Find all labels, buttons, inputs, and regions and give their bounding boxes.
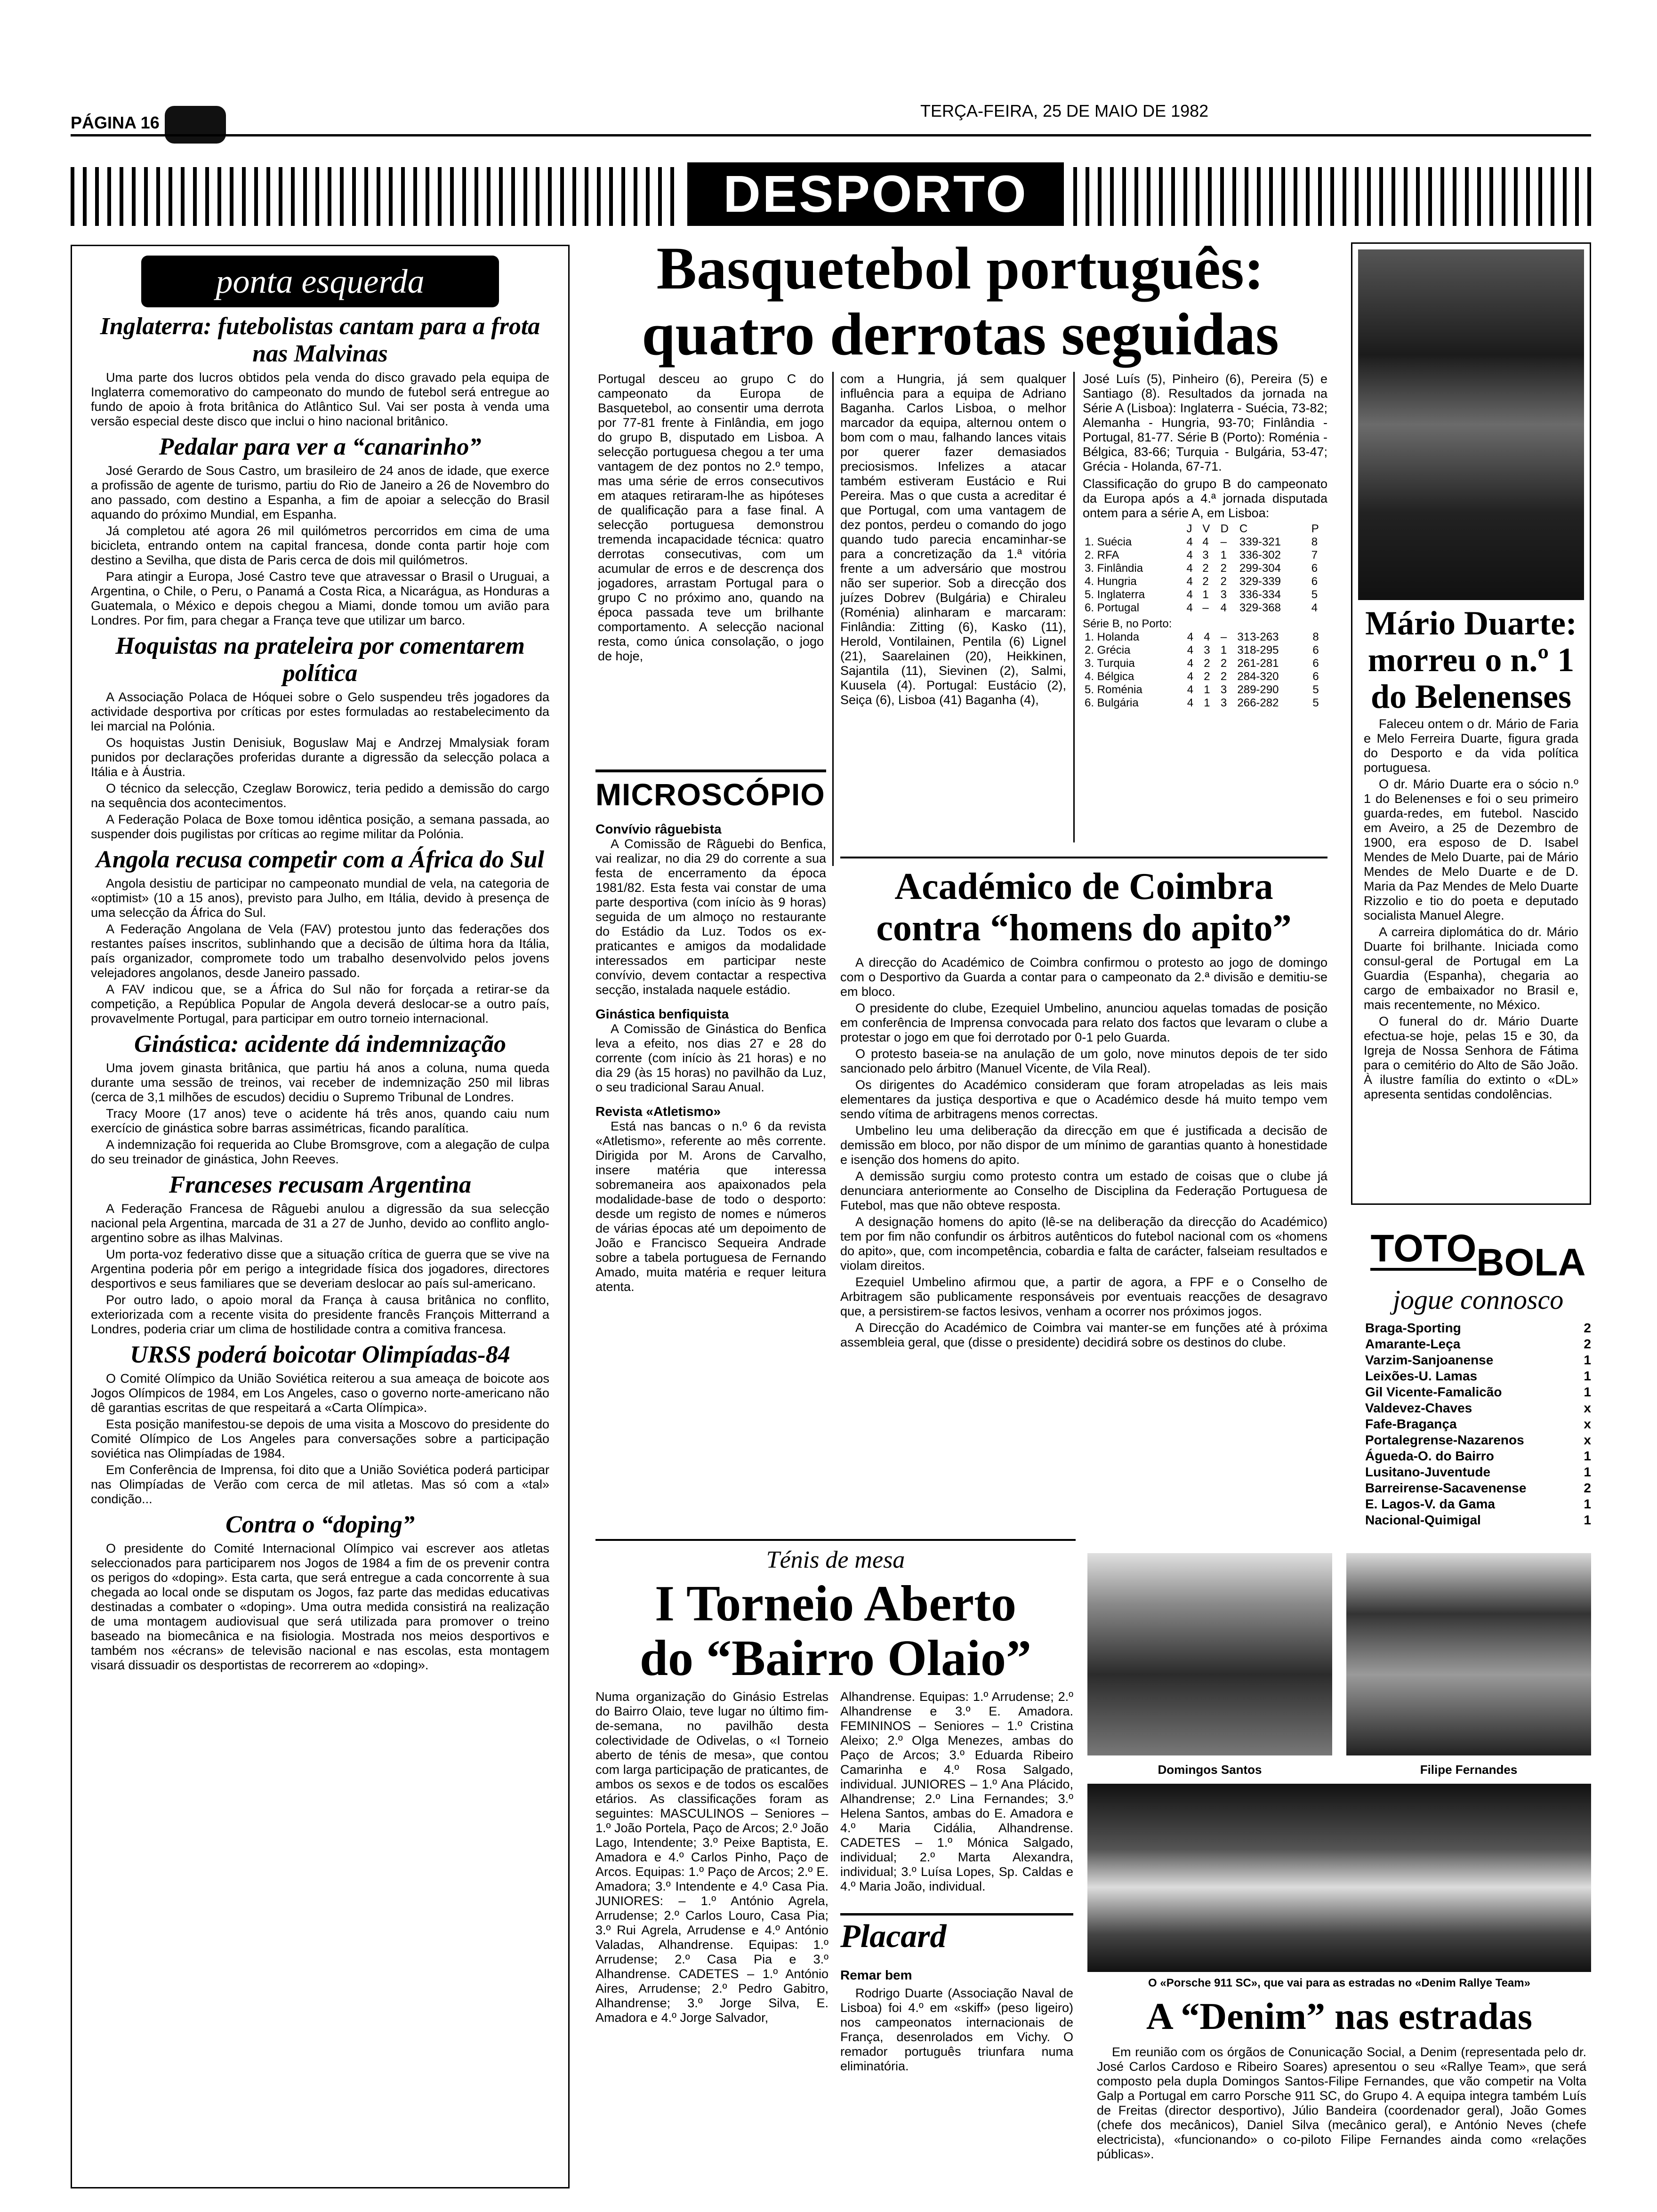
caption-domingos: Domingos Santos xyxy=(1158,1763,1262,1777)
photo-filipe xyxy=(1346,1553,1591,1755)
denim-headline: A “Denim” nas estradas xyxy=(1146,1996,1533,2037)
table-cell: 289-290 xyxy=(1237,683,1279,696)
ponta-esquerda-column xyxy=(71,245,570,2188)
table-cell: 313-263 xyxy=(1237,631,1279,643)
table-row xyxy=(1083,657,1327,670)
table-cell: 1. Suécia xyxy=(1085,536,1132,548)
table-cell: 2 xyxy=(1220,575,1227,588)
table-cell: 4 xyxy=(1204,631,1210,643)
toto-pick: 1 xyxy=(1584,1465,1591,1479)
academico-paragraph: A designação homens do apito (lê-se na deliberação da direcção do Académico) tem por fim não confundir os árbitros autênticos do futebol nacional com os «homens do apito», que, com incompetência, cobardia e falta de carácter, falseiam resultados e violam direitos. xyxy=(840,1215,1327,1273)
table-cell: 3 xyxy=(1220,588,1227,601)
placard-subhead: Remar bem xyxy=(840,1968,912,1982)
academico-top-rule xyxy=(840,857,1327,858)
ponta-paragraph: Para atingir a Europa, José Castro teve que atravessar o Brasil o Uruguai, a Argentina, o Chile, o Peru, o Panamá a Costa Rica, a Nicarágua, as Honduras a Guatemala, o México e depois chegou a Miami, donde tomou um avião para Londres. Por fim, para chegar a França teve que utilizar um barco. xyxy=(91,569,549,627)
duarte-title-line: Mário Duarte: xyxy=(1365,604,1577,642)
table-cell: 1 xyxy=(1204,683,1210,696)
table-row xyxy=(1083,588,1327,601)
ponta-item xyxy=(91,1341,549,1507)
table-cell: 4. Bélgica xyxy=(1085,670,1134,683)
ponta-paragraph: Já completou até agora 26 mil quilómetros percorridos em cima de uma bicicleta, entrando ontem na capital francesa, donde conta partir hoje com destino a Sevilha, que dista de Paris cerca de dois mil quilómetros. xyxy=(91,524,549,567)
duarte-title-line: morreu o n.º 1 xyxy=(1367,641,1575,679)
ponta-headline: URSS poderá boicotar Olimpíadas-84 xyxy=(130,1341,510,1368)
caption-porsche: O «Porsche 911 SC», que vai para as estradas no «Denim Rallye Team» xyxy=(1148,1977,1530,1989)
toto-match: Braga-Sporting xyxy=(1365,1321,1461,1335)
ponta-paragraph: Por outro lado, o apoio moral da França à causa britânica no conflito, exteriorizada com a recente visita do presidente francês François Mitterrand a Londres, poderia criar um clima de hostilidade contra a comitiva francesa. xyxy=(91,1293,549,1336)
academico-title-line: Académico de Coimbra xyxy=(894,866,1273,907)
page-logo xyxy=(165,106,226,144)
toto-row xyxy=(1365,1480,1591,1496)
ponta-banner: ponta esquerda xyxy=(141,256,499,307)
table-header: J xyxy=(1186,522,1192,535)
toto-pick: 1 xyxy=(1584,1385,1591,1399)
table-cell: 1 xyxy=(1220,549,1227,561)
toto-match: Lusitano-Juventude xyxy=(1365,1465,1491,1479)
duarte-photo xyxy=(1358,249,1584,600)
basket-col-1: Portugal desceu ao grupo C do campeonato da Europa de Basquetebol, ao consentir uma derrota por 77-81 frente à Finlândia, em jogo do grupo B, disputado em Lisboa. A selecção portuguesa chegou a ter uma vantagem de dez pontos no 2.º tempo, mas uma série de erros consecutivos em ataques retiraram-lhe as hipóteses de qualificação para a fase final. A selecção portuguesa demonstrou tremenda incapacidade técnica: quatro derrotas consecutivas, com um acumular de erros e de descrença dos jogadores, arrastam Portugal para o grupo C no próximo ano, quando na época passada teve um brilhante comportamento. A selecção nacional resta, como única consolação, o jogo de hoje, xyxy=(598,372,824,663)
table-cell: 3. Turquia xyxy=(1085,657,1135,670)
table-cell: 261-281 xyxy=(1237,657,1279,670)
ponta-paragraph: Esta posição manifestou-se depois de uma visita a Moscovo do presidente do Comité Olímpico de Los Angeles para conversações sobre a participação soviética nas Olimpíadas de 1984. xyxy=(91,1417,549,1460)
table-row xyxy=(1083,697,1327,710)
table-cell: 6. Bulgária xyxy=(1085,697,1139,709)
toto-row xyxy=(1365,1448,1591,1464)
table-cell: 4 xyxy=(1187,644,1194,657)
ponta-headline: Inglaterra: futebolistas cantam para a frota nas Malvinas xyxy=(100,313,540,367)
ponta-headline: Ginástica: acidente dá indemnização xyxy=(134,1031,507,1058)
ponta-paragraph: Um porta-voz federativo disse que a situação crítica de guerra que se vive na Argentina poderia pôr em perigo a integridade física dos jogadores, directores desportivos e seus familiares que se deveriam deslocar ao país sul-americano. xyxy=(91,1247,549,1290)
toto-logo-part: TOTO xyxy=(1370,1227,1477,1270)
toto-match: Varzim-Sanjoanense xyxy=(1365,1353,1494,1367)
totobola-logo xyxy=(1365,1224,1591,1284)
basket-title-line: Basquetebol português: xyxy=(656,235,1264,302)
ponta-headline: Angola recusa competir com a África do Sul xyxy=(96,846,544,873)
table-cell: 336-302 xyxy=(1239,549,1281,561)
table-cell: 2 xyxy=(1220,562,1227,575)
table-cell: 2. Grécia xyxy=(1085,644,1131,657)
ponta-paragraph: A Associação Polaca de Hóquei sobre o Gelo suspendeu três jogadores da actividade desportiva por críticas por estes formuladas ao restabelecimento da lei marcial na Polónia. xyxy=(91,690,549,733)
table-cell: 5. Roménia xyxy=(1085,683,1142,696)
toto-match: Leixões-U. Lamas xyxy=(1365,1369,1478,1383)
toto-row xyxy=(1365,1384,1591,1400)
tenis-title-line: I Torneio Aberto xyxy=(654,1576,1017,1632)
table-header: D xyxy=(1220,522,1229,535)
header-rule xyxy=(71,134,1591,136)
ponta-item xyxy=(91,313,549,429)
standings-table-b xyxy=(1083,631,1327,710)
table-cell: 2 xyxy=(1220,657,1227,670)
denim-paragraph: Em reunião com os órgãos de Conunicação Social, a Denim (representada pelo dr. José Carlos Cardoso e Ribeiro Soares) apresentou o seu «Rallye Team», que será composto pela dupla Domingos Santos-Filipe Fernandes, que vão competir na Volta Galp a Portugal em carro Porsche 911 SC, do Grupo 4. A equipa integra também Luís de Freitas (director desportivo), Júlio Bandeira (coordenador geral), João Gomes (chefe dos mecânicos), Daniel Silva (mecânico geral), e António Neves (chefe electricista), «funcionando» o co-piloto Filipe Fernandes ainda como «relações públicas». xyxy=(1097,2045,1586,2161)
table-cell: 4 xyxy=(1186,575,1193,588)
table-row xyxy=(1083,562,1327,575)
table-cell: 3 xyxy=(1202,549,1209,561)
table-cell: 6 xyxy=(1311,562,1318,575)
table-cell: 4 xyxy=(1220,601,1227,614)
ponta-item xyxy=(91,433,549,628)
table-cell: 318-295 xyxy=(1237,644,1279,657)
micro-paragraph: Está nas bancas o n.º 6 da revista «Atletismo», referente ao mês corrente. Dirigida por M. Arons de Carvalho, insere matéria que interessa sobremaneira aos apaixonados pela modalidade-base de todo o desporto: desde um registo de nomes e números de várias épocas até um depoimento de João e Francisco Sequeira Andrade sobre a tabela portuguesa de Fernando Amado, muita matéria e requer leitura atenta. xyxy=(595,1119,826,1294)
table-row xyxy=(1083,549,1327,562)
micro-subhead: Convívio râguebista xyxy=(595,822,722,836)
toto-row xyxy=(1365,1336,1591,1352)
tenis-top-rule xyxy=(595,1539,1076,1541)
column-rule xyxy=(832,372,834,866)
academico-paragraph: O protesto baseia-se na anulação de um golo, nove minutos depois de ter sido sancionado pelo árbitro (Manuel Vicente, de Vila Real). xyxy=(840,1047,1327,1075)
academico-title-line: contra “homens do apito” xyxy=(876,907,1292,949)
duarte-paragraph: Faleceu ontem o dr. Mário de Faria e Melo Ferreira Duarte, figura grada do Desporto e da vida política portuguesa. xyxy=(1364,717,1578,775)
table-header: V xyxy=(1202,522,1210,535)
toto-logo-part: BOLA xyxy=(1476,1241,1586,1284)
micro-top-rule xyxy=(595,769,826,772)
ponta-item xyxy=(91,633,549,842)
table-cell: 2 xyxy=(1204,670,1210,683)
table-cell: 4 xyxy=(1187,683,1194,696)
table-header: C xyxy=(1239,522,1248,535)
toto-pick: 2 xyxy=(1584,1337,1591,1351)
basket-col-2: com a Hungria, já sem qualquer influência para a equipa de Adriano Baganha. Carlos Lisboa, o melhor marcador da equipa, alternou ontem o bom com o mau, falhando lances vitais por querer fazer demasiados preciosismos. Infelizes a atacar também estiveram Eustácio e Rui Pereira. Mas o que custa a acreditar é que Portugal, com uma vantagem de dez pontos, perdeu o comando do jogo quando tudo parecia encaminhar-se para a concretização da 1.ª vitória frente a um adversário que mostrou não ser superior. Sob a direcção dos juízes Dobrev (Bulgária) e Chiraleu (Roménia) alinharam e marcaram: Finlândia: Zitting (6), Kasko (11), Herold, Vontilainen, Pentila (6) Lignel (21), Saarelainen (20), Heikkinen, Sajantila (11), Sievinen (2), Salmi, Kuusela (4). Portugal: Eustácio (2), Seiça (6), Lisboa (41) Baganha (4), xyxy=(840,372,1066,707)
table-cell: 5 xyxy=(1312,683,1319,696)
page-number: PÁGINA 16 xyxy=(71,113,160,132)
table-cell: 4 xyxy=(1187,697,1194,709)
academico-paragraph: Umbelino leu uma deliberação da direcção em que é justificada a decisão de demissão em bloco, por não dispor de um mínimo de garantias quanto à honestidade e isenção dos homens do apito. xyxy=(840,1123,1327,1167)
ponta-item xyxy=(91,1171,549,1337)
table-header xyxy=(1083,522,1184,536)
placard-top-rule xyxy=(840,1913,1073,1915)
table-header-row xyxy=(1083,522,1327,536)
table-cell: 266-282 xyxy=(1237,697,1279,709)
table-row xyxy=(1083,644,1327,657)
table-cell: – xyxy=(1220,631,1227,643)
photo-porsche xyxy=(1087,1784,1591,1972)
table-row xyxy=(1083,631,1327,644)
serie-b-label: Série B, no Porto: xyxy=(1083,617,1172,630)
microscopio-logo: MICROSCÓPIO xyxy=(595,777,825,812)
toto-match: Águeda-O. do Bairro xyxy=(1365,1449,1494,1463)
duarte-paragraph: O dr. Mário Duarte era o sócio n.º 1 do Belenenses e foi o seu primeiro guarda-redes, em futebol. Nascido em Aveiro, a 25 de Dezembro de 1900, era esposo de D. Isabel Mendes de Melo Duarte, pai de Mário Mendes de Melo Duarte e de D. Maria da Paz Mendes de Melo Duarte Rizzolio e tio do poeta e deputado socialista Manuel Alegre. xyxy=(1364,777,1578,922)
ponta-paragraph: Uma parte dos lucros obtidos pela venda do disco gravado pela equipa de Inglaterra comemorativo do campeonato do mundo de futebol será entregue ao fundo de apoio à frota britânica do Atlântico Sul. Vai ser posta à venda uma versão especial deste disco que inclui o hino nacional britânico. xyxy=(91,370,549,428)
table-cell: 336-334 xyxy=(1239,588,1281,601)
academico-paragraph: A Direcção do Académico de Coimbra vai manter-se em funções até à próxima assembleia geral, que (disse o presidente) decidirá sobre os destinos do clube. xyxy=(840,1321,1327,1349)
table-cell: 4 xyxy=(1202,536,1209,548)
toto-pick: 1 xyxy=(1584,1497,1591,1511)
table-cell: 2 xyxy=(1220,670,1227,683)
tenis-kicker: Ténis de mesa xyxy=(766,1547,905,1573)
toto-match: Amarante-Leça xyxy=(1365,1337,1461,1351)
placard-logo: Placard xyxy=(840,1918,947,1955)
ponta-paragraph: Os hoquistas Justin Denisiuk, Boguslaw Maj e Andrzej Mmalysiak foram punidos por declarações proferidas durante a digressão da selecção polaca a Itália e à Áustria. xyxy=(91,736,549,779)
ponta-paragraph: A Federação Francesa de Râguebi anulou a digressão da sua selecção nacional pela Argentina, marcada de 31 a 27 de Junho, devido ao conflito anglo-argentino sobre as ilhas Malvinas. xyxy=(91,1202,549,1245)
duarte-paragraph: A carreira diplomática do dr. Mário Duarte foi brilhante. Iniciada como consul-geral de Portugal em La Guardia (Espanha), chegaria ao cargo de embaixador no Brasil e, mais recentemente, no México. xyxy=(1364,925,1578,1012)
basket-class-intro: Classificação do grupo B do campeonato da Europa após a 4.ª jornada disputada ontem para a série A, em Lisboa: xyxy=(1083,477,1327,520)
duarte-box xyxy=(1351,242,1591,1205)
ponta-paragraph: O técnico da selecção, Czeglaw Borowicz, teria pedido a demissão do cargo na sequência dos acontecimentos. xyxy=(91,781,549,810)
toto-match: Gil Vicente-Famalicão xyxy=(1365,1385,1502,1399)
table-row xyxy=(1083,536,1327,549)
table-row xyxy=(1083,601,1327,615)
toto-row xyxy=(1365,1496,1591,1512)
basket-col-3 xyxy=(1083,372,1327,852)
table-cell: 7 xyxy=(1311,549,1318,561)
ponta-paragraph: Tracy Moore (17 anos) teve o acidente há três anos, quando caiu num exercício de ginástica sobre barras assimétricas, ficando paralítica. xyxy=(91,1106,549,1135)
toto-match: Portalegrense-Nazarenos xyxy=(1365,1433,1524,1447)
tenis-col-1: Numa organização do Ginásio Estrelas do Bairro Olaio, teve lugar no último fim-de-semana, no pavilhão desta colectividade de Odivelas, o «I Torneio aberto de ténis de mesa», que contou com larga participação de praticantes, de ambos os sexos e de todos os escalões etários. As classificações foram as seguintes: MASCULINOS – Seniores – 1.º João Portela, Paço de Arcos; 2.º João Lago, Intendente; 3.º Peixe Baptista, E. Amadora e 4.º Carlos Pinho, Paço de Arcos. Equipas: 1.º Paço de Arcos; 2.º E. Amadora; 3.º Intendente e 4.º Casa Pia. JUNIORES: – 1.º António Agrela, Arrudense; 2.º Carlos Louro, Casa Pia; 3.º Rui Agrela, Arrudense e 4.º António Valadas, Alhandrense. Equipas: 1.º Arrudense; 2.º Casa Pia e 3.º Alhandrense. CADETES – 1.º António Aires, Arrudense; 2.º Pedro Gabitro, Alhandrense; 3.º Jorge Silva, E. Amadora e 4.º Jorge Salvador, xyxy=(595,1690,828,2025)
table-cell: 2 xyxy=(1202,562,1209,575)
tenis-title-line: do “Bairro Olaio” xyxy=(639,1630,1032,1686)
table-cell: 299-304 xyxy=(1239,562,1281,575)
duarte-paragraph: O funeral do dr. Mário Duarte efectua-se hoje, pelas 15 e 30, da Igreja de Nossa Senhora de Fátima para o cemitério do Alto de São João. À ilustre família do extinto o «DL» apresenta sentidas condolências. xyxy=(1364,1014,1578,1101)
table-cell: – xyxy=(1220,536,1227,548)
toto-row xyxy=(1365,1416,1591,1432)
toto-pick: 1 xyxy=(1584,1513,1591,1527)
academico-paragraph: A direcção do Académico de Coimbra confirmou o protesto ao jogo de domingo com o Desportivo da Guarda a contar para o campeonato da 2.ª divisão e demitiu-se em bloco. xyxy=(840,955,1327,999)
table-cell: 329-368 xyxy=(1239,601,1281,614)
ponta-paragraph: O presidente do Comité Internacional Olímpico vai escrever aos atletas seleccionados para participarem nos Jogos de 1984 a fim de os prevenir contra os perigos do «doping». Esta carta, que será entregue a cada concorrente à sua chegada ao local onde se disputam os Jogos, faz parte das medidas educativas destinadas a combater o «doping». Uma outra medida consistirá na realização de uma montagem audiovisual que será utilizada para promover o treino baseado na biomecânica e na fisiologia. Mostrada nos meios desportivos e também nos «écrans» de televisão nacional e nas escolas, esta montagem visará dissuadir os desportistas de recorrerem ao «doping». xyxy=(91,1541,549,1672)
toto-match: Fafe-Bragança xyxy=(1365,1417,1457,1431)
table-cell: 1. Holanda xyxy=(1085,631,1140,643)
toto-pick: 1 xyxy=(1584,1449,1591,1463)
table-cell: 1 xyxy=(1202,588,1209,601)
toto-pick: 2 xyxy=(1584,1481,1591,1495)
basket-results: José Luís (5), Pinheiro (6), Pereira (5) e Santiago (8). Resultados da jornada na Série A (Lisboa): Inglaterra - Suécia, 73-82; Alemanha - Hungria, 93-70; Finlândia - Portugal, 81-77. Série B (Porto): Roménia - Bélgica, 83-66; Turquia - Bulgária, 53-47; Grécia - Holanda, 67-71. xyxy=(1083,372,1327,473)
table-cell: 6 xyxy=(1312,657,1319,670)
table-cell: 3. Finlândia xyxy=(1085,562,1143,575)
toto-row xyxy=(1365,1320,1591,1336)
table-cell: 2 xyxy=(1204,657,1210,670)
page-date: TERÇA-FEIRA, 25 DE MAIO DE 1982 xyxy=(920,101,1209,120)
table-cell: 4 xyxy=(1186,536,1193,548)
table-cell: 6 xyxy=(1312,644,1319,657)
ponta-paragraph: O Comité Olímpico da União Soviética reiterou a sua ameaça de boicote aos Jogos Olímpicos de 1984, em Los Angeles, caso o governo norte-americano não dê garantias escritas de que respeitará a «Carta Olímpica». xyxy=(91,1371,549,1415)
placard-paragraph: Rodrigo Duarte (Associação Naval de Lisboa) foi 4.º em «skiff» (peso ligeiro) nos campeonatos internacionais de França, desenrolados em Vichy. O remador português triunfara numa eliminatória. xyxy=(840,1986,1073,2073)
tenis-headline xyxy=(595,1577,1076,1686)
table-cell: 2 xyxy=(1202,575,1209,588)
section-banner: DESPORTO xyxy=(687,162,1064,226)
table-cell: 4 xyxy=(1186,549,1193,561)
table-cell: 8 xyxy=(1312,631,1319,643)
table-cell: 6 xyxy=(1312,670,1319,683)
table-cell: 3 xyxy=(1204,644,1210,657)
table-cell: 1 xyxy=(1220,644,1227,657)
ponta-headline: Contra o “doping” xyxy=(225,1511,415,1538)
toto-subtitle: jogue connosco xyxy=(1392,1284,1564,1315)
totobola-box xyxy=(1365,1224,1591,1530)
table-cell: 329-339 xyxy=(1239,575,1281,588)
table-cell: 4 xyxy=(1187,631,1194,643)
table-cell: 4 xyxy=(1186,601,1193,614)
ponta-paragraph: A indemnização foi requerida ao Clube Bromsgrove, com a alegação de culpa do seu treinador de ginástica, John Reeves. xyxy=(91,1138,549,1166)
caption-filipe: Filipe Fernandes xyxy=(1420,1763,1518,1777)
toto-row xyxy=(1365,1432,1591,1448)
ponta-paragraph: Uma jovem ginasta britânica, que partiu há anos a coluna, numa queda durante uma sessão de treinos, vai receber de indemnização 250 mil libras (cerca de 3,1 milhões de escudos) decidiu o Supremo Tribunal de Londres. xyxy=(91,1061,549,1104)
section-stripes-right xyxy=(1073,167,1591,226)
academico-body xyxy=(840,955,1327,1520)
ponta-paragraph: Angola desistiu de participar no campeonato mundial de vela, na categoria de «optimist» (10 a 15 anos), previsto para Julho, em Itália, devido à presença de uma selecção da África do Sul. xyxy=(91,876,549,920)
table-cell: 1 xyxy=(1204,697,1210,709)
toto-row xyxy=(1365,1464,1591,1480)
table-cell: 8 xyxy=(1311,536,1318,548)
duarte-headline xyxy=(1352,605,1590,715)
table-cell: 4 xyxy=(1187,670,1194,683)
table-header: P xyxy=(1311,522,1319,535)
toto-row xyxy=(1365,1352,1591,1368)
ponta-item xyxy=(91,1511,549,1673)
toto-pick: 2 xyxy=(1584,1321,1591,1335)
micro-subhead: Ginástica benfiquista xyxy=(595,1007,729,1021)
table-cell: 4 xyxy=(1311,601,1318,614)
basket-title-line: quatro derrotas seguidas xyxy=(642,301,1279,368)
table-cell: – xyxy=(1202,601,1209,614)
table-cell: 339-321 xyxy=(1239,536,1281,548)
toto-row xyxy=(1365,1400,1591,1416)
ponta-headline: Hoquistas na prateleira por comentarem política xyxy=(115,633,525,687)
academico-paragraph: O presidente do clube, Ezequiel Umbelino, anunciou aquelas tomadas de posição em conferência de Imprensa convocada para relato dos factos que levaram o clube a protestar o jogo em que foi derrotado por 0-1 pelo Guarda. xyxy=(840,1001,1327,1044)
toto-row xyxy=(1365,1368,1591,1384)
ponta-item xyxy=(91,846,549,1026)
microscopio-column xyxy=(595,819,826,1600)
micro-paragraph: A Comissão de Ginástica do Benfica leva a efeito, nos dias 27 e 28 do corrente (com início às 21 horas) e no dia 29 (às 15 horas) no pavilhão da Luz, o seu tradicional Sarau Anual. xyxy=(595,1022,826,1094)
duarte-title-line: do Belenenses xyxy=(1370,678,1572,715)
table-cell: 6 xyxy=(1311,575,1318,588)
standings-table-a xyxy=(1083,522,1327,615)
toto-match: E. Lagos-V. da Gama xyxy=(1365,1497,1495,1511)
section-stripes-left xyxy=(71,167,683,226)
ponta-headline: Franceses recusam Argentina xyxy=(169,1171,472,1198)
table-cell: 5 xyxy=(1311,588,1318,601)
table-row xyxy=(1083,575,1327,588)
basket-headline xyxy=(593,235,1327,367)
academico-paragraph: A demissão surgiu como protesto contra um estado de coisas que o clube já denunciara anteriormente ao Conselho de Disciplina da Federação Portuguesa de Futebol, mas que não obteve resposta. xyxy=(840,1169,1327,1212)
toto-match: Nacional-Quimigal xyxy=(1365,1513,1481,1527)
table-cell: 3 xyxy=(1220,683,1227,696)
table-cell: 284-320 xyxy=(1237,670,1279,683)
academico-paragraph: Os dirigentes do Académico consideram que foram atropeladas as leis mais elementares da justiça desportiva e que o Académico desde há muito tempo vem sendo vítima de arbitragens menos correctas. xyxy=(840,1078,1327,1121)
table-row xyxy=(1083,670,1327,683)
ponta-paragraph: Em Conferência de Imprensa, foi dito que a União Soviética poderá participar nas Olimpíadas de Verão com cerca de mil atletas. Mas só com a «tal» condição... xyxy=(91,1463,549,1506)
ponta-item xyxy=(91,1031,549,1167)
toto-pick: x xyxy=(1584,1401,1591,1415)
micro-paragraph: A Comissão de Râguebi do Benfica, vai realizar, no dia 29 do corrente a sua festa de encerramento da época 1981/82. Esta festa vai constar de uma parte desportiva (com início às 9 horas) seguida de um almoço no restaurante do Estádio da Luz. Todos os ex-praticantes e amigos da modalidade interessados em participar neste convívio, devem contactar a respectiva secção, instalada naquele estádio. xyxy=(595,837,826,997)
toto-pick: x xyxy=(1584,1433,1591,1447)
table-cell: 6. Portugal xyxy=(1085,601,1140,614)
ponta-headline: Pedalar para ver a “canarinho” xyxy=(159,433,482,460)
table-cell: 4 xyxy=(1186,588,1193,601)
toto-match: Barreirense-Sacavenense xyxy=(1365,1481,1527,1495)
toto-pick: x xyxy=(1584,1417,1591,1431)
toto-match: Valdevez-Chaves xyxy=(1365,1401,1472,1415)
tenis-col-2: Alhandrense. Equipas: 1.º Arrudense; 2.º Alhandrense e 3.º E. Amadora. FEMININOS – Seniores – 1.º Cristina Aleixo; 2.º Olga Menezes, ambas do Paço de Arcos; 3.º Eduarda Ribeiro Camarinha e 4.º Rosa Salgado, individual. JUNIORES – 1.º Ana Plácido, Alhandrense; 2.º Lina Fernandes; 3.º Helena Santos, ambas do E. Amadora e 4.º Maria Cidália, Alhandrense. CADETES – 1.º Mónica Salgado, individual; 2.º Marta Alexandra, individual; 3.º Luísa Lopes, Sp. Caldas e 4.º Maria João, individual. xyxy=(840,1690,1073,1893)
column-rule xyxy=(1073,372,1075,842)
ponta-paragraph: A Federação Angolana de Vela (FAV) protestou junto das federações dos restantes países inscritos, sublinhando que a decisão de última hora da Itália, país organizador, compromete todo um trabalho desenvolvido pelos jovens velejadores angolanos, desde Janeiro passado. xyxy=(91,922,549,980)
toto-pick: 1 xyxy=(1584,1369,1591,1383)
photo-domingos xyxy=(1087,1553,1332,1755)
table-row xyxy=(1083,683,1327,697)
table-cell: 3 xyxy=(1220,697,1227,709)
ponta-paragraph: A Federação Polaca de Boxe tomou idêntica posição, a semana passada, ao suspender dois pugilistas por críticas ao regime militar da Polónia. xyxy=(91,812,549,841)
toto-row xyxy=(1365,1512,1591,1528)
table-cell: 4 xyxy=(1187,657,1194,670)
table-cell: 4. Hungria xyxy=(1085,575,1137,588)
academico-headline xyxy=(840,866,1327,949)
micro-subhead: Revista «Atletismo» xyxy=(595,1104,721,1119)
table-cell: 5. Inglaterra xyxy=(1085,588,1145,601)
academico-paragraph: Ezequiel Umbelino afirmou que, a partir de agora, a FPF e o Conselho de Arbitragem são publicamente responsáveis por eventuais reacções de desagravo que, a persistirem-se factos lesivos, venham a ocorrer nos próximos jogos. xyxy=(840,1275,1327,1318)
table-cell: 2. RFA xyxy=(1085,549,1119,561)
table-cell: 4 xyxy=(1186,562,1193,575)
toto-pick: 1 xyxy=(1584,1353,1591,1367)
ponta-paragraph: A FAV indicou que, se a África do Sul não for forçada a retirar-se da competição, a República Popular de Angola deverá deslocar-se a outro país, provavelmente Portugal, para participar em outro torneio internacional. xyxy=(91,982,549,1026)
table-cell: 5 xyxy=(1312,697,1319,709)
ponta-paragraph: José Gerardo de Sous Castro, um brasileiro de 24 anos de idade, que exerce a profissão de agente de turismo, partiu do Rio de Janeiro a 26 de Novembro do ano passado, com destino a Espanha, a fim de apoiar a selecção do Brasil aquando do próximo Mundial, em Espanha. xyxy=(91,464,549,521)
